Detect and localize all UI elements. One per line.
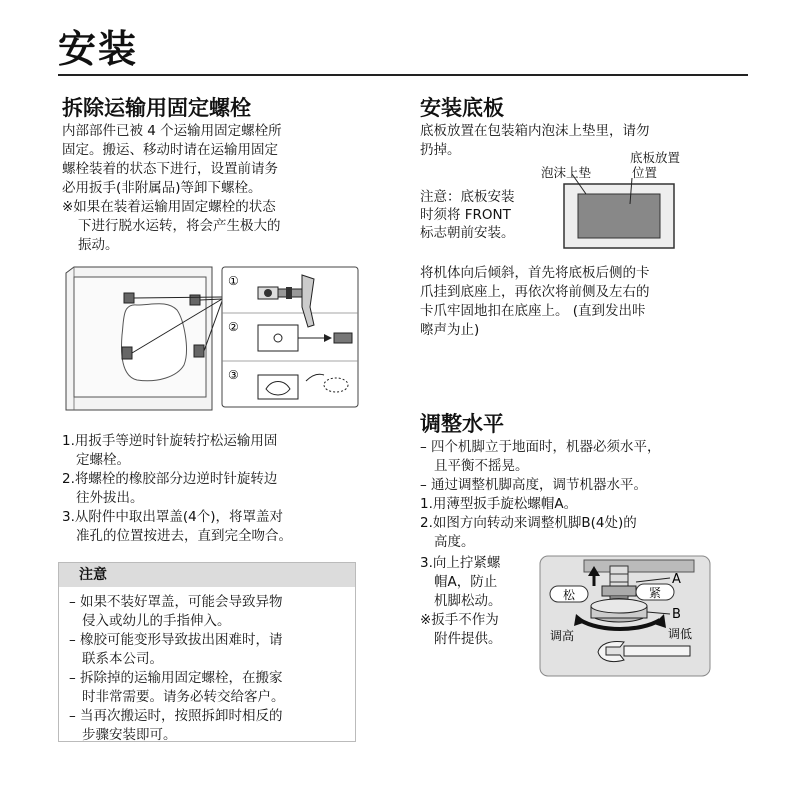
step3-line: 帽A，防止: [434, 574, 498, 590]
step3-line: 机脚松动。: [434, 593, 502, 609]
label-base-position-line: 位置: [632, 165, 658, 180]
base-text-line: 卡爪牢固地扣在底座上。 (直到发出咔: [420, 303, 646, 319]
washer-illustration: [66, 267, 222, 410]
intro-line: 固定。搬运、移动时请在运输用固定: [62, 142, 278, 158]
loosen-label: 松: [563, 588, 576, 602]
base-text-line: 嚓声为止): [420, 322, 480, 338]
intro-line: 必用扳手(非附属品)等卸下螺栓。: [62, 180, 262, 196]
label-base-position: [630, 150, 680, 180]
level-line: 2.如图方向转动来调整机脚B(4处)的: [420, 515, 637, 531]
level-step-3: [420, 554, 530, 649]
step-line: 往外拔出。: [76, 490, 144, 506]
remove-bolts-note: [62, 198, 362, 255]
base-intro-line: 扔掉。: [420, 142, 461, 158]
tighten-label: 紧: [649, 586, 662, 600]
base-note: [420, 188, 560, 242]
step-2-marker: ②: [228, 320, 239, 334]
base-text-line: 将机体向后倾斜，首先将底板后侧的卡: [420, 265, 650, 281]
base-note-line: 时须将 FRONT: [420, 207, 511, 223]
label-lower: 调低: [668, 627, 693, 641]
label-foot-b: B: [672, 607, 681, 622]
label-foam: 泡沫上垫: [541, 165, 592, 180]
step3-line: ※扳手不作为: [420, 612, 499, 628]
page-title: 安装: [58, 27, 139, 71]
caution-line: – 拆除掉的运输用固定螺栓，在搬家: [69, 670, 283, 686]
caution-line: – 橡胶可能变形导致拔出困难时，请: [69, 632, 283, 648]
title-divider: [58, 74, 748, 76]
base-plate-figure: [560, 180, 680, 252]
caution-line: 联系本公司。: [82, 651, 163, 667]
base-intro: [420, 122, 740, 160]
level-line: 且平衡不摇晃。: [434, 458, 529, 474]
caution-title: 注意: [59, 563, 355, 587]
step-3-marker: ③: [228, 368, 239, 382]
label-nut-a: A: [672, 572, 681, 587]
caution-line: – 当再次搬运时，按照拆卸时相反的: [69, 708, 283, 724]
base-note-line: 标志朝前安装。: [420, 225, 515, 241]
caution-box: [58, 562, 356, 742]
level-instructions: [420, 438, 750, 552]
heading-remove-bolts: 拆除运输用固定螺栓: [62, 96, 251, 120]
caution-line: 步骤安装即可。: [82, 727, 177, 743]
base-install-text: [420, 264, 740, 340]
label-base-position-line: 底板放置: [630, 150, 681, 165]
intro-line: 内部部件已被 4 个运输用固定螺栓所: [62, 123, 282, 139]
heading-install-base: 安装底板: [420, 96, 504, 120]
step3-line: 3.向上拧紧螺: [420, 555, 501, 571]
level-line: – 通过调整机脚高度，调节机器水平。: [420, 477, 648, 493]
note-line: 振动。: [78, 237, 119, 253]
step-1-marker: ①: [228, 274, 239, 288]
step-line: 1.用扳手等逆时针旋转拧松运输用固: [62, 433, 278, 449]
remove-bolts-steps: [62, 432, 362, 546]
heading-adjust-level: 调整水平: [420, 412, 504, 436]
level-line: – 四个机脚立于地面时，机器必须水平，: [420, 439, 661, 455]
foot-adjust-figure: [540, 556, 710, 676]
caution-line: 时非常需要。请务必转交给客户。: [82, 689, 285, 705]
note-line: 下进行脱水运转，将会产生极大的: [78, 218, 281, 234]
step-line: 定螺栓。: [76, 452, 130, 468]
caution-line: – 如果不装好罩盖，可能会导致异物: [69, 594, 283, 610]
base-note-line: 注意：底板安装: [420, 189, 515, 205]
step-line: 准孔的位置按进去，直到完全吻合。: [76, 528, 292, 544]
step-line: 2.将螺栓的橡胶部分边逆时针旋转边: [62, 471, 278, 487]
note-line: ※如果在装着运输用固定螺栓的状态: [62, 199, 276, 215]
label-raise: 调高: [550, 629, 575, 643]
base-text-line: 爪挂到底座上，再依次将前侧及左右的: [420, 284, 650, 300]
intro-line: 螺栓装着的状态下进行，设置前请务: [62, 161, 278, 177]
bolt-removal-figure: [62, 265, 362, 425]
caution-line: 侵入或幼儿的手指伸入。: [82, 613, 231, 629]
step3-line: 附件提供。: [434, 631, 502, 647]
level-line: 1.用薄型扳手旋松螺帽A。: [420, 496, 578, 512]
step-line: 3.从附件中取出罩盖(4个)，将罩盖对: [62, 509, 284, 525]
level-line: 高度。: [434, 534, 475, 550]
base-intro-line: 底板放置在包装箱内泡沫上垫里，请勿: [420, 123, 650, 139]
remove-bolts-intro: [62, 122, 362, 198]
caution-list: [59, 587, 355, 745]
